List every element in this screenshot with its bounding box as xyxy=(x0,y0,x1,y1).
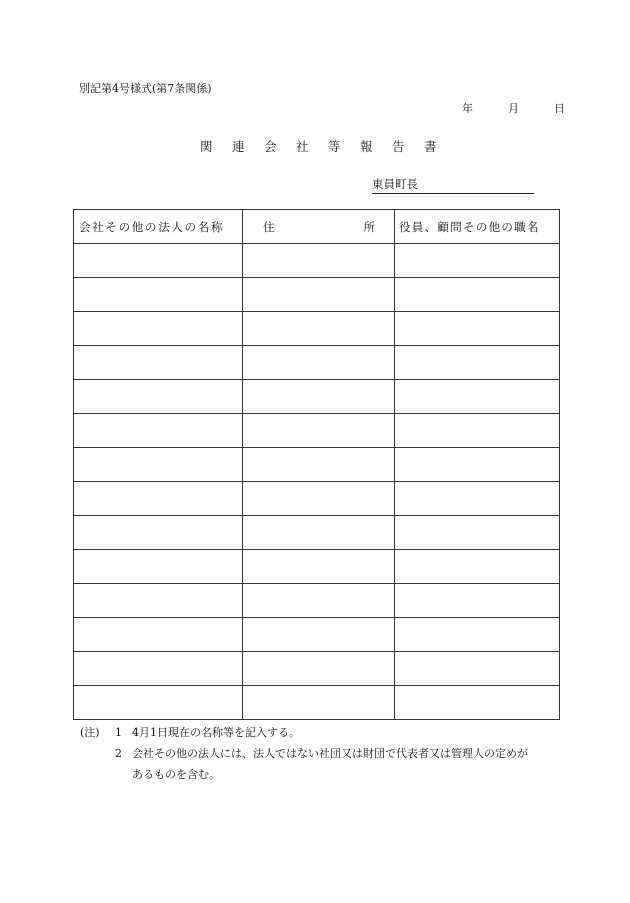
cell-company-name[interactable] xyxy=(74,618,243,652)
form-id-label: 別記第4号様式(第7条関係) xyxy=(79,82,212,95)
cell-position[interactable] xyxy=(395,346,560,380)
header-company-name: 会社その他の法人の名称 xyxy=(74,210,243,244)
cell-position[interactable] xyxy=(395,448,560,482)
note-item xyxy=(80,743,528,764)
header-address-char-1: 住 xyxy=(263,219,275,234)
table-row xyxy=(74,312,560,346)
table-row xyxy=(74,448,560,482)
date-line xyxy=(462,100,565,116)
cell-position[interactable] xyxy=(395,380,560,414)
header-address-char-2: 所 xyxy=(363,219,375,234)
table-row xyxy=(74,652,560,686)
cell-company-name[interactable] xyxy=(74,346,243,380)
note-text: 会社その他の法人には、法人ではない社団又は財団で代表者又は管理人の定めが xyxy=(132,747,528,760)
table-header-row xyxy=(74,210,560,244)
date-year: 年 xyxy=(462,102,473,115)
cell-position[interactable] xyxy=(395,618,560,652)
cell-address[interactable] xyxy=(243,346,395,380)
cell-address[interactable] xyxy=(243,550,395,584)
cell-position[interactable] xyxy=(395,516,560,550)
table-row xyxy=(74,550,560,584)
cell-address[interactable] xyxy=(243,652,395,686)
cell-address[interactable] xyxy=(243,414,395,448)
note-item xyxy=(80,722,528,743)
cell-address[interactable] xyxy=(243,380,395,414)
table-row xyxy=(74,584,560,618)
header-address xyxy=(243,210,395,244)
note-text: 4月1日現在の名称等を記入する。 xyxy=(132,726,300,739)
note-continuation xyxy=(80,764,528,785)
cell-position[interactable] xyxy=(395,278,560,312)
cell-position[interactable] xyxy=(395,414,560,448)
table-row xyxy=(74,414,560,448)
cell-address[interactable] xyxy=(243,516,395,550)
cell-company-name[interactable] xyxy=(74,278,243,312)
cell-position[interactable] xyxy=(395,652,560,686)
cell-address[interactable] xyxy=(243,244,395,278)
cell-position[interactable] xyxy=(395,550,560,584)
cell-company-name[interactable] xyxy=(74,448,243,482)
table-row xyxy=(74,278,560,312)
document-title: 関連会社等報告書 xyxy=(200,139,457,154)
cell-address[interactable] xyxy=(243,312,395,346)
date-month: 月 xyxy=(508,102,519,115)
cell-address[interactable] xyxy=(243,686,395,720)
note-text-continued: あるものを含む。 xyxy=(132,768,220,781)
cell-address[interactable] xyxy=(243,278,395,312)
table-row xyxy=(74,482,560,516)
cell-company-name[interactable] xyxy=(74,584,243,618)
table-row xyxy=(74,346,560,380)
note-number: 2 xyxy=(115,747,122,760)
table-row xyxy=(74,244,560,278)
cell-company-name[interactable] xyxy=(74,482,243,516)
note-number: 1 xyxy=(115,726,122,739)
report-table xyxy=(73,209,560,720)
cell-company-name[interactable] xyxy=(74,686,243,720)
notes-section xyxy=(80,722,528,785)
cell-address[interactable] xyxy=(243,584,395,618)
cell-company-name[interactable] xyxy=(74,516,243,550)
date-day: 日 xyxy=(554,102,565,115)
cell-company-name[interactable] xyxy=(74,244,243,278)
cell-company-name[interactable] xyxy=(74,380,243,414)
cell-address[interactable] xyxy=(243,618,395,652)
cell-position[interactable] xyxy=(395,244,560,278)
notes-label: (注) xyxy=(80,726,100,739)
header-position: 役員、顧問その他の職名 xyxy=(395,210,560,244)
cell-company-name[interactable] xyxy=(74,550,243,584)
table-row xyxy=(74,380,560,414)
recipient-line: 東員町長 xyxy=(372,176,534,194)
cell-position[interactable] xyxy=(395,312,560,346)
table-row xyxy=(74,516,560,550)
cell-company-name[interactable] xyxy=(74,312,243,346)
cell-position[interactable] xyxy=(395,686,560,720)
table-row xyxy=(74,686,560,720)
cell-position[interactable] xyxy=(395,584,560,618)
cell-company-name[interactable] xyxy=(74,652,243,686)
cell-address[interactable] xyxy=(243,482,395,516)
cell-position[interactable] xyxy=(395,482,560,516)
table-row xyxy=(74,618,560,652)
cell-company-name[interactable] xyxy=(74,414,243,448)
cell-address[interactable] xyxy=(243,448,395,482)
